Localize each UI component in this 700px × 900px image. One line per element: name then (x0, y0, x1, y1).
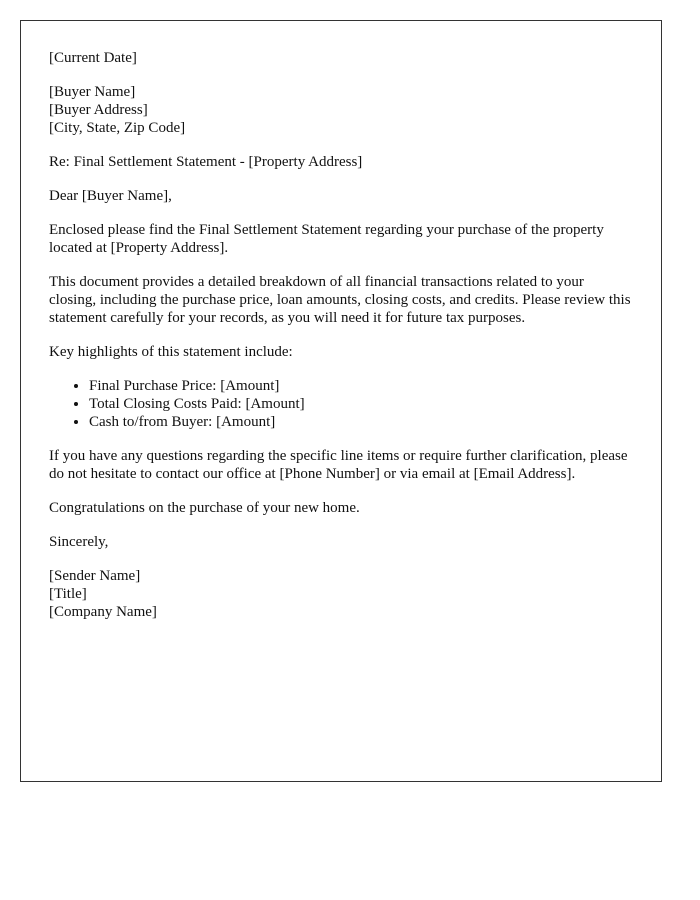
salutation: Dear [Buyer Name], (49, 188, 172, 204)
highlight-item: • Cash to/from Buyer: [Amount] (89, 413, 633, 431)
highlights-list (49, 377, 633, 431)
recipient-name: [Buyer Name] (49, 84, 136, 100)
body-paragraph: Enclosed please find the Final Settlement Statement regarding your purchase of the property located at [Property Address]. (49, 222, 604, 256)
congratulations: Congratulations on the purchase of your new home. (49, 500, 360, 516)
date: [Current Date] (49, 50, 137, 66)
sender-name: [Sender Name] (49, 568, 141, 584)
signature-block (49, 567, 633, 621)
body-paragraph: This document provides a detailed breakdown of all financial transactions related to your closing, including the purchase price, loan amounts, closing costs, and credits. Please review this statement carefully for your records, as you will need it for future tax purposes. (49, 274, 631, 326)
recipient-city-state-zip: [City, State, Zip Code] (49, 120, 186, 136)
letter (20, 20, 662, 782)
recipient-block (49, 83, 633, 137)
highlight-item: • Final Purchase Price: [Amount] (89, 377, 633, 395)
closing: Sincerely, (49, 534, 109, 550)
sender-company: [Company Name] (49, 604, 157, 620)
contact-paragraph: If you have any questions regarding the specific line items or require further clarification, please do not hesitate to contact our office at [Phone Number] or via email at [Email Address]. (49, 448, 628, 482)
recipient-address: [Buyer Address] (49, 102, 148, 118)
highlights-intro: Key highlights of this statement include: (49, 344, 293, 360)
sender-title: [Title] (49, 586, 87, 602)
highlight-item: • Total Closing Costs Paid: [Amount] (89, 395, 633, 413)
subject-line: Re: Final Settlement Statement - [Property Address] (49, 154, 363, 170)
